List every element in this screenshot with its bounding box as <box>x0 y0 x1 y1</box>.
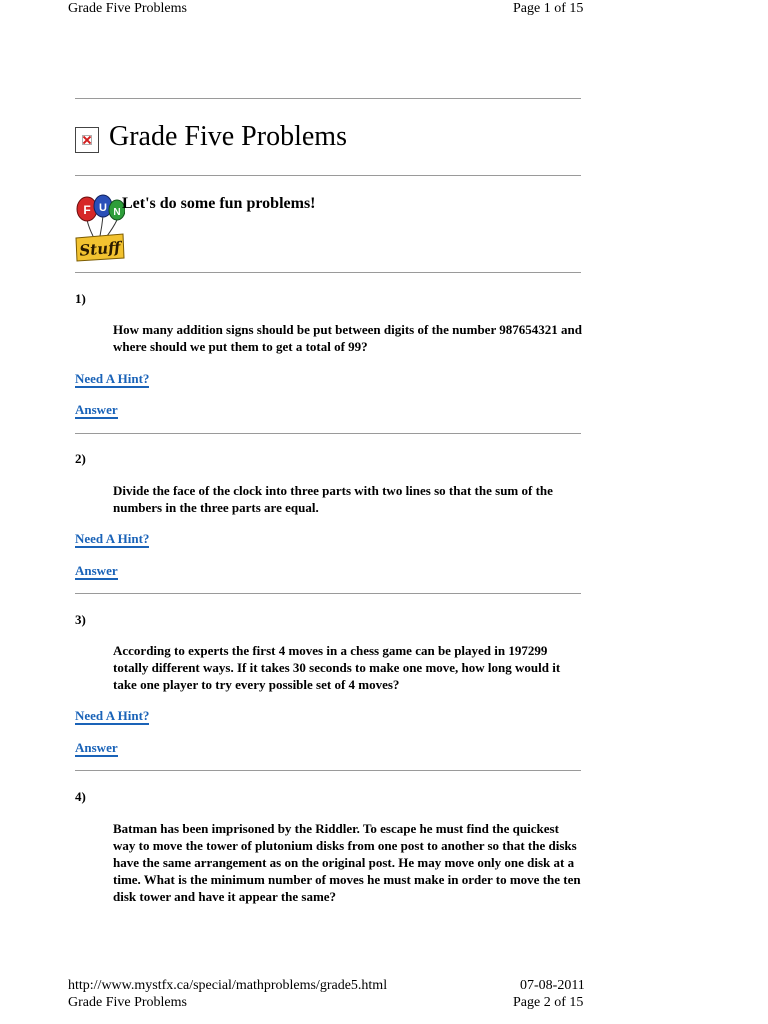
intro-text: Let's do some fun problems! <box>122 195 316 212</box>
answer-link[interactable]: Answer <box>75 740 118 755</box>
broken-image-icon <box>75 127 99 153</box>
logo-letter-n: N <box>113 207 121 218</box>
running-header-page: Page 1 of 15 <box>513 1 584 16</box>
problem-text: How many addition signs should be put between digits of the number 987654321 and where should we put them to get a total of 99? <box>113 322 582 354</box>
fun-stuff-logo <box>75 194 125 262</box>
running-header-title: Grade Five Problems <box>68 1 187 16</box>
answer-link[interactable]: Answer <box>75 402 118 417</box>
footer-date: 07-08-2011 <box>520 978 585 993</box>
divider <box>75 272 581 273</box>
divider <box>75 593 581 594</box>
problem-number: 1) <box>75 291 86 306</box>
divider <box>75 98 581 99</box>
logo-letter-f: F <box>83 203 91 217</box>
problem-text: According to experts the first 4 moves in a chess game can be played in 197299 totally different ways. If it takes 30 seconds to make one move, how long would it take one player to try every possible set of 4 moves? <box>113 643 561 692</box>
answer-link[interactable]: Answer <box>75 563 118 578</box>
page-title: Grade Five Problems <box>109 121 347 152</box>
next-page-header-title: Grade Five Problems <box>68 995 187 1010</box>
problem-number: 3) <box>75 612 86 627</box>
divider <box>75 433 581 434</box>
logo-word: Stuff <box>78 238 122 260</box>
problem-text: Divide the face of the clock into three parts with two lines so that the sum of the numbers in the three parts are equal. <box>113 483 553 515</box>
problem-text: Batman has been imprisoned by the Riddler. To escape he must find the quickest way to move the tower of plutonium disks from one post to another so that the disks have the same arrangement as on the original post. He may move only one disk at a time. What is the minimum number of moves he must make in order to move the ten disk tower and have it appear the same? <box>113 821 581 904</box>
hint-link[interactable]: Need A Hint? <box>75 708 150 723</box>
divider <box>75 175 581 176</box>
logo-letter-u: U <box>99 202 107 214</box>
next-page-header-page: Page 2 of 15 <box>513 995 584 1010</box>
problem-number: 4) <box>75 789 86 804</box>
hint-link[interactable]: Need A Hint? <box>75 531 150 546</box>
hint-link[interactable]: Need A Hint? <box>75 371 150 386</box>
problem-number: 2) <box>75 451 86 466</box>
footer-url: http://www.mystfx.ca/special/mathproblems/grade5.html <box>68 978 388 993</box>
divider <box>75 770 581 771</box>
